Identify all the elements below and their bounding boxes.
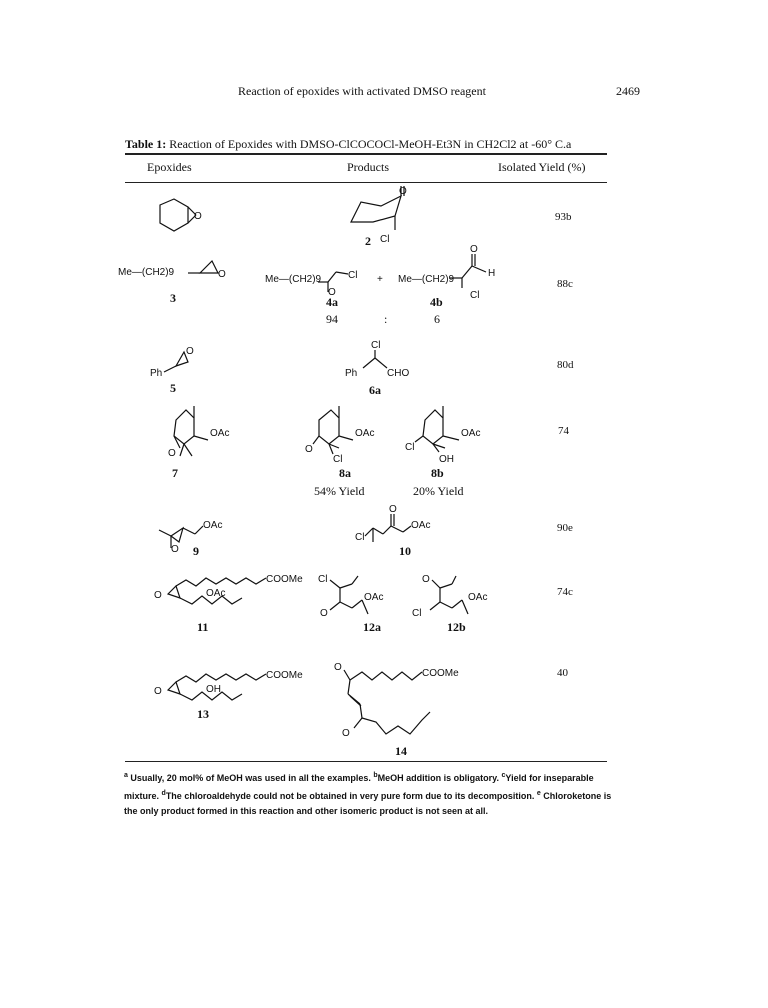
- svg-text:Cl: Cl: [355, 532, 365, 543]
- product-label-10: 10: [399, 544, 411, 558]
- product-label-4b: 4b: [430, 295, 443, 309]
- epoxide-o-label: O: [194, 211, 202, 222]
- product-label-12a: 12a: [363, 620, 381, 634]
- svg-text:O: O: [171, 544, 179, 555]
- svg-text:Ph: Ph: [150, 368, 163, 379]
- product-label-12b: 12b: [447, 620, 466, 634]
- epoxide-3-structure: [188, 258, 238, 282]
- svg-text:Cl: Cl: [405, 442, 415, 453]
- svg-text:O: O: [422, 574, 430, 585]
- epoxide-cyclohexene-oxide-structure: [150, 197, 220, 243]
- table-header-rule: [125, 182, 607, 183]
- epoxide-label-13: 13: [197, 707, 209, 721]
- yield-row-1: 93b: [555, 211, 572, 223]
- page-number: 2469: [616, 84, 640, 98]
- product-2-o-label: O: [399, 186, 407, 197]
- product-label-6a: 6a: [369, 383, 381, 397]
- footnote-e: Chloroketone is the only product formed in this reaction and other isomeric product is not seen at all.: [124, 791, 612, 816]
- svg-text:OAc: OAc: [364, 592, 384, 603]
- sub-yield-8b: 20% Yield: [413, 484, 464, 498]
- svg-text:OAc: OAc: [468, 592, 488, 603]
- product-4a-chain-text: Me—(CH2)9: [265, 274, 322, 285]
- yield-row-5: 90e: [557, 522, 573, 534]
- footnote-a: Usually, 20 mol% of MeOH was used in all the examples.: [130, 773, 371, 783]
- svg-text:O: O: [305, 444, 313, 455]
- column-header-products: Products: [347, 160, 389, 174]
- ratio-4b: 6: [434, 312, 440, 326]
- epoxide-label-5: 5: [170, 381, 176, 395]
- svg-text:O: O: [470, 244, 478, 255]
- svg-text:OAc: OAc: [355, 428, 375, 439]
- svg-text:Cl: Cl: [348, 270, 358, 281]
- svg-text:OH: OH: [439, 454, 454, 465]
- svg-text:OAc: OAc: [203, 520, 223, 531]
- svg-text:O: O: [320, 608, 328, 619]
- table-caption-text: Reaction of Epoxides with DMSO-ClCOCOCl-MeOH-Et3N in CH2Cl2 at -60° C.a: [169, 137, 572, 151]
- svg-text:OH: OH: [206, 684, 221, 695]
- yield-row-2: 88c: [557, 278, 573, 290]
- svg-text:COOMe: COOMe: [266, 574, 303, 585]
- plus-sign: +: [377, 274, 383, 285]
- epoxide-5-structure: [150, 346, 210, 384]
- product-4a-structure: [318, 262, 368, 296]
- svg-text:O: O: [154, 686, 162, 697]
- running-title: Reaction of epoxides with activated DMSO reagent: [238, 84, 486, 98]
- yield-row-4: 74: [558, 425, 569, 437]
- svg-text:OAc: OAc: [210, 428, 230, 439]
- epoxide-13-structure: [150, 660, 310, 716]
- product-2-cl-label: Cl: [380, 234, 390, 245]
- product-8a-structure: [305, 404, 395, 466]
- svg-text:Cl: Cl: [412, 608, 422, 619]
- svg-text:Cl: Cl: [333, 454, 343, 465]
- table-bottom-rule: [125, 761, 607, 762]
- product-12b-structure: [412, 570, 502, 622]
- sub-yield-8a: 54% Yield: [314, 484, 365, 498]
- footnote-d: The chloroaldehyde could not be obtained in very pure form due to its decomposition.: [165, 791, 535, 801]
- product-4b-structure: [450, 244, 510, 298]
- yield-row-6: 74c: [557, 586, 573, 598]
- epoxide-label-7: 7: [172, 466, 178, 480]
- column-header-epoxides: Epoxides: [147, 160, 192, 174]
- column-header-yield: Isolated Yield (%): [498, 160, 586, 174]
- epoxide-11-structure: [150, 564, 310, 620]
- product-4b-cl-label: Cl: [470, 290, 480, 301]
- table-caption: [125, 137, 571, 152]
- svg-text:OAc: OAc: [206, 588, 226, 599]
- epoxide-label-3: 3: [170, 291, 176, 305]
- product-4b-chain-text: Me—(CH2)9: [398, 274, 455, 285]
- epoxide-label-11: 11: [197, 620, 209, 634]
- product-4a-o-label: O: [328, 287, 336, 298]
- svg-text:H: H: [488, 268, 496, 279]
- svg-text:O: O: [334, 662, 342, 673]
- footnote-c: Yield for inseparable mixture.: [124, 773, 594, 801]
- yield-row-3: 80d: [557, 359, 574, 371]
- footnote-b: MeOH addition is obligatory.: [377, 773, 499, 783]
- svg-text:CHO: CHO: [387, 368, 410, 379]
- product-14-structure: [326, 660, 496, 754]
- product-label-4a: 4a: [326, 295, 338, 309]
- table-footnotes: $^a$ Usually, 20 mol% of MeOH was used in all the examples. $^b$MeOH addition is obligatory. $^c$Yield for inseparable mixture. $^d$The chloroaldehyde could not be obtained in very pure form due to its decomposition. $^e$ Chloroketone is the only product formed in this reaction and other isomeric product is not seen at all.: [124, 772, 612, 816]
- svg-text:Cl: Cl: [318, 574, 328, 585]
- product-6a-structure: [343, 338, 423, 382]
- product-12a-structure: [318, 570, 408, 622]
- table-label: Table 1:: [125, 137, 167, 151]
- epoxide-label-9: 9: [193, 544, 199, 558]
- svg-text:COOMe: COOMe: [266, 670, 303, 681]
- svg-text:Ph: Ph: [345, 368, 358, 379]
- svg-text:O: O: [342, 728, 350, 739]
- epoxide-7-structure: [160, 404, 250, 466]
- svg-text:COOMe: COOMe: [422, 668, 459, 679]
- svg-text:O: O: [154, 590, 162, 601]
- svg-text:Cl: Cl: [371, 340, 381, 351]
- product-label-14: 14: [395, 744, 407, 758]
- svg-text:O: O: [218, 269, 226, 280]
- svg-text:OAc: OAc: [461, 428, 481, 439]
- ratio-4a: 94: [326, 312, 338, 326]
- svg-text:O: O: [389, 504, 397, 515]
- product-label-8b: 8b: [431, 466, 444, 480]
- ratio-separator: :: [384, 312, 388, 326]
- svg-text:OAc: OAc: [411, 520, 431, 531]
- svg-text:O: O: [168, 448, 176, 459]
- product-label-2: 2: [365, 234, 371, 248]
- product-label-8a: 8a: [339, 466, 351, 480]
- svg-text:O: O: [186, 346, 194, 357]
- yield-row-7: 40: [557, 667, 568, 679]
- product-8b-structure: [405, 404, 500, 466]
- epoxide-3-chain-text: Me—(CH2)9: [118, 267, 175, 278]
- table-top-rule: [125, 153, 607, 155]
